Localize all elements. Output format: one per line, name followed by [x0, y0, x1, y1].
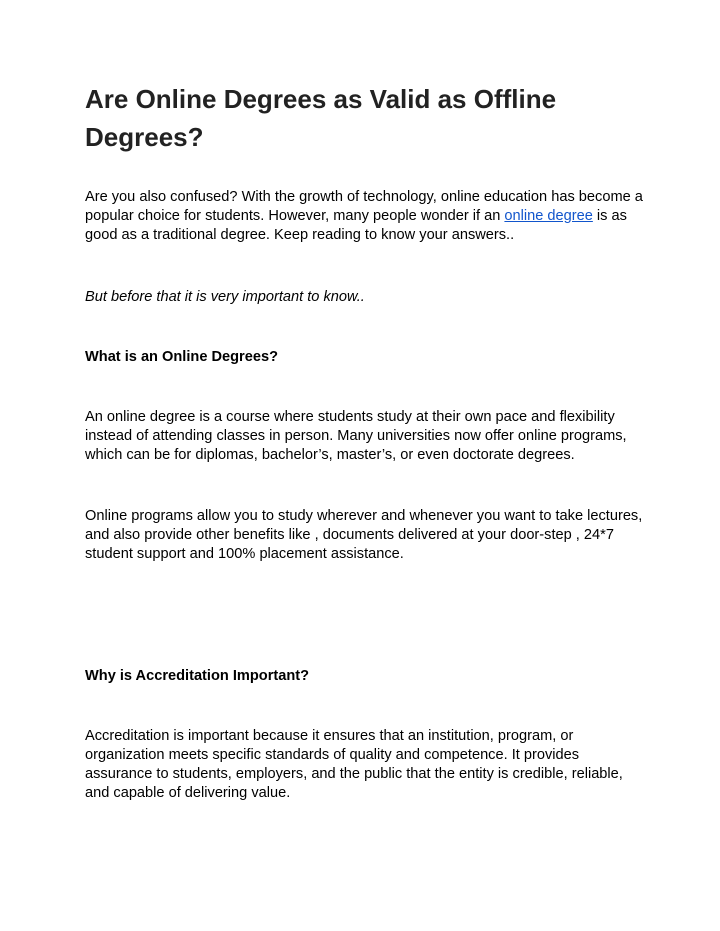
online-programs-benefits-paragraph: Online programs allow you to study wherever and whenever you want to take lectures, and also provide other benefits like , documents delivered at your door-step , 24*7 student support and 100% placement assistance.: [85, 508, 643, 562]
italic-note: But before that it is very important to know..: [85, 289, 365, 305]
intro-paragraph: [85, 188, 645, 245]
intro-text-before-link: Are you also confused? With the growth of technology, online education has become a popular choice for students. However, many people wonder if an: [85, 189, 643, 224]
intro-text-after-link: is as good as a traditional degree. Keep reading to know your answers..: [85, 208, 627, 243]
section-heading-accreditation: Why is Accreditation Important?: [85, 668, 310, 684]
online-degree-definition-paragraph: An online degree is a course where students study at their own pace and flexibility instead of attending classes in person. Many universities now offer online programs, which can be for diplomas, bachelor’s, master’s, or even doctorate degrees.: [85, 409, 627, 463]
accreditation-paragraph: Accreditation is important because it ensures that an institution, program, or organization meets specific standards of quality and competence. It provides assurance to students, employers, and the public that the entity is credible, reliable, and capable of delivering value.: [85, 728, 623, 801]
section-heading-online-degrees: What is an Online Degrees?: [85, 349, 279, 365]
document-title: Are Online Degrees as Valid as Offline Degrees?: [85, 84, 557, 152]
online-degree-link[interactable]: online degree: [504, 208, 593, 224]
